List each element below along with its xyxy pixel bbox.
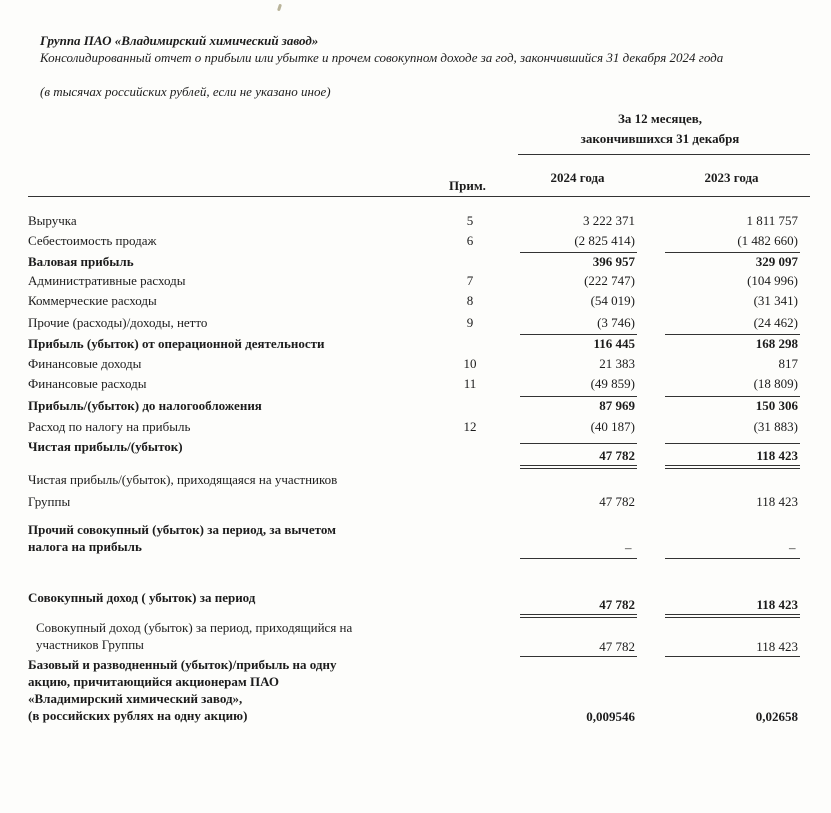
row-value-2024: 3 222 371 [583,213,635,228]
row-note: 12 [463,419,477,434]
table-row [0,355,831,373]
row-value-2024: (49 859) [590,376,635,391]
table-row [0,335,831,353]
row-value-2024: (54 019) [590,293,635,308]
row-value-2023: (104 996) [747,273,798,288]
row-label: Прибыль (убыток) от операционной деятельности [28,336,325,351]
row-label: Прибыль/(убыток) до налогообложения [28,398,262,413]
eps-2023: 0,02658 [755,709,798,724]
period-header-line2: закончившихся 31 декабря [580,131,740,146]
table-row [0,272,831,290]
oci-label-2: налога на прибыль [28,539,142,554]
total-ci-double-rule-2023 [665,614,800,615]
oci-value-2023: – [789,540,796,555]
ci-attrib-rule-2024 [520,656,637,657]
row-label: Валовая прибыль [28,254,134,269]
eps-label-1: Базовый и разводненный (убыток)/прибыль на одну [28,657,337,672]
row-value-2024: (2 825 414) [574,233,635,248]
ci-attrib-2024: 47 782 [599,639,635,654]
net-profit-attrib-2024: 47 782 [599,494,635,509]
ci-attrib-2023: 118 423 [756,639,798,654]
subtotal-rule-2023 [665,443,800,444]
eps-label-4: (в российских рублях на одну акцию) [28,708,248,723]
row-note: 7 [466,273,474,288]
row-value-2024: 87 969 [599,398,635,413]
total-ci-label: Совокупный доход ( убыток) за период [28,590,256,605]
company-title: Группа ПАО «Владимирский химический завод» [40,33,319,48]
oci-rule-2023 [665,558,800,559]
row-value-2024: 396 957 [592,254,635,269]
row-value-2024: (3 746) [597,315,635,330]
table-row [0,232,831,250]
net-profit-attrib-label-2: Группы [28,494,71,509]
table-row [0,418,831,436]
row-value-2023: 817 [778,356,798,371]
row-note: 9 [466,315,474,330]
oci-value-2024: – [625,540,632,555]
eps-label-3: «Владимирский химический завод», [28,691,243,706]
row-value-2024: 21 383 [599,356,635,371]
total-double-rule-2023 [665,468,800,469]
row-value-2023: 150 306 [755,398,798,413]
row-value-2023: (31 883) [753,419,798,434]
units-note: (в тысячах российских рублей, если не указано иное) [40,84,331,99]
row-label: Финансовые расходы [28,376,147,391]
scan-speck [277,4,282,12]
net-profit-attrib-2023: 118 423 [756,494,798,509]
row-label: Административные расходы [28,273,186,288]
row-label: Прочие (расходы)/доходы, нетто [28,315,208,330]
row-value-2023: (24 462) [753,315,798,330]
row-note: 10 [463,356,477,371]
row-label: Коммерческие расходы [28,293,157,308]
row-note: 6 [466,233,474,248]
row-value-2024: (222 747) [584,273,635,288]
note-column-header: Прим. [449,178,486,193]
row-label: Финансовые доходы [28,356,142,371]
row-value-2023: (31 341) [753,293,798,308]
row-note: 8 [466,293,474,308]
row-label: Чистая прибыль/(убыток) [28,439,183,454]
table-row [0,253,831,271]
row-label: Выручка [28,213,77,228]
table-row [0,314,831,332]
total-ci-double-rule-2024 [520,614,637,615]
total-double-rule-2023 [665,465,800,466]
row-note: 5 [466,213,474,228]
ci-attrib-label-1: Совокупный доход (убыток) за период, приходящийся на [36,620,353,635]
net-profit-2023: 118 423 [756,448,798,463]
total-ci-2024: 47 782 [599,597,635,612]
table-row [0,375,831,393]
total-double-rule-2024 [520,468,637,469]
row-value-2023: 329 097 [755,254,798,269]
total-double-rule-2024 [520,465,637,466]
row-value-2024: 116 445 [593,336,635,351]
column-header-2023: 2023 года [704,170,759,185]
column-header-2024: 2024 года [550,170,605,185]
row-value-2024: (40 187) [590,419,635,434]
row-label: Себестоимость продаж [28,233,157,248]
total-ci-double-rule-2024 [520,617,637,618]
eps-label-2: акцию, причитающийся акционерам ПАО [28,674,279,689]
table-row [0,292,831,310]
ci-attrib-rule-2023 [665,656,800,657]
period-header-line1: За 12 месяцев, [618,111,702,126]
subtotal-rule-2024 [520,443,637,444]
net-profit-attrib-label-1: Чистая прибыль/(убыток), приходящаяся на участников [28,472,338,487]
row-value-2023: (1 482 660) [737,233,798,248]
row-value-2023: 168 298 [755,336,798,351]
net-profit-2024: 47 782 [599,448,635,463]
oci-rule-2024 [520,558,637,559]
total-ci-double-rule-2023 [665,617,800,618]
period-header-rule [518,154,810,155]
table-row [0,212,831,230]
table-row [0,397,831,415]
header-rule [28,196,810,197]
eps-2024: 0,009546 [586,709,635,724]
total-ci-2023: 118 423 [756,597,798,612]
row-label: Расход по налогу на прибыль [28,419,191,434]
oci-label-1: Прочий совокупный (убыток) за период, за вычетом [28,522,336,537]
ci-attrib-label-2: участников Группы [36,637,144,652]
row-value-2023: (18 809) [753,376,798,391]
row-value-2023: 1 811 757 [746,213,798,228]
row-note: 11 [463,376,477,391]
report-subtitle: Консолидированный отчет о прибыли или убытке и прочем совокупном доходе за год, закончившийся 31 декабря 2024 года [40,50,724,65]
